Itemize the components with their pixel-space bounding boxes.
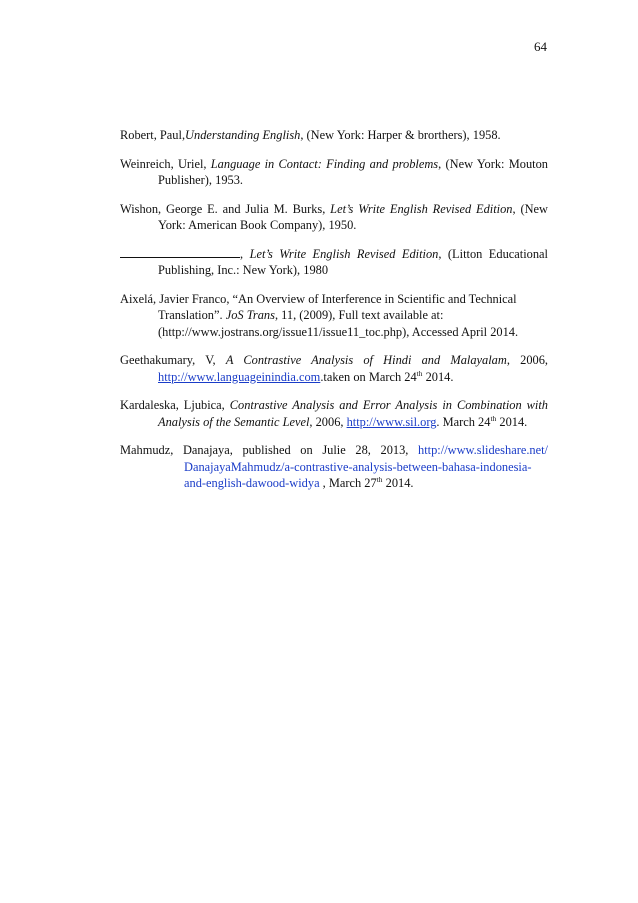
ordinal-suffix: th xyxy=(376,474,383,484)
ref-access-date: .taken on March 24 xyxy=(320,369,417,384)
ref-title: Understanding English xyxy=(185,128,301,142)
ref-link[interactable]: http://www.sil.org xyxy=(346,414,437,429)
ref-author: Weinreich, Uriel, xyxy=(120,156,211,171)
ref-details: , (New York: American Book Company), 1950. xyxy=(158,201,548,232)
ref-link[interactable]: http://www.languageinindia.com xyxy=(158,369,321,384)
ref-access-date: , March 27 xyxy=(319,476,377,490)
ref-author: Aixelá, Javier Franco, “An Overview of Interference in Scientific and Technical Translation”. xyxy=(120,291,517,322)
ref-author: Mahmudz, Danajaya, published on Julie 28, 2013, xyxy=(120,443,419,457)
ref-title: A Contrastive Analysis of Hindi and Malayalam xyxy=(225,353,507,367)
reference-entry xyxy=(120,397,548,430)
reference-entry xyxy=(120,442,548,492)
reference-entry xyxy=(120,352,548,385)
ordinal-suffix: th xyxy=(416,368,423,378)
ref-details: , (Litton Educational Publishing, Inc.: New York), 1980 xyxy=(158,246,548,277)
ditto-author-line xyxy=(120,246,240,258)
ref-title: Let’s Write English Revised Edition xyxy=(330,201,513,216)
ref-details: , (New York: Mouton Publisher), 1953. xyxy=(158,156,548,187)
ref-author: , xyxy=(240,246,250,261)
page-number: 64 xyxy=(534,39,547,54)
ref-access-date: . March 24 xyxy=(436,414,491,429)
ref-title: Language in Contact: Finding and problems xyxy=(210,156,439,171)
ref-title: JoS Trans xyxy=(225,308,275,322)
reference-list xyxy=(120,127,548,504)
ref-year: 2014. xyxy=(422,369,454,384)
reference-entry xyxy=(120,127,548,144)
ref-author: Geethakumary, V, xyxy=(120,353,226,367)
ref-details: , 11, (2009), Full text available at: (http://www.jostrans.org/issue11/issue11_toc.php), Accessed April 2014. xyxy=(158,308,519,339)
ref-title: Contrastive Analysis and Error Analysis in Combination with Analysis of the Semantic Level xyxy=(158,398,548,429)
reference-entry xyxy=(120,201,548,234)
reference-entry xyxy=(120,246,548,279)
ref-details: , 2006, xyxy=(506,353,548,367)
ref-details: , 2006, xyxy=(309,414,347,429)
ref-author: Kardaleska, Ljubica, xyxy=(120,398,230,412)
reference-entry xyxy=(120,291,548,341)
ordinal-suffix: th xyxy=(490,413,497,423)
ref-title: Let’s Write English Revised Edition xyxy=(249,246,439,261)
ref-author: Robert, Paul, xyxy=(120,128,186,142)
ref-year: 2014. xyxy=(496,414,528,429)
ref-link[interactable]: http://www.slideshare.net/ DanajayaMahmudz/a-contrastive-analysis-between-bahasa-indonesia-and-english-dawood-widya xyxy=(184,443,548,490)
ref-author: Wishon, George E. and Julia M. Burks, xyxy=(120,201,331,216)
ref-details: , (New York: Harper & brorthers), 1958. xyxy=(300,128,501,142)
ref-year: 2014. xyxy=(382,476,414,490)
reference-entry xyxy=(120,156,548,189)
